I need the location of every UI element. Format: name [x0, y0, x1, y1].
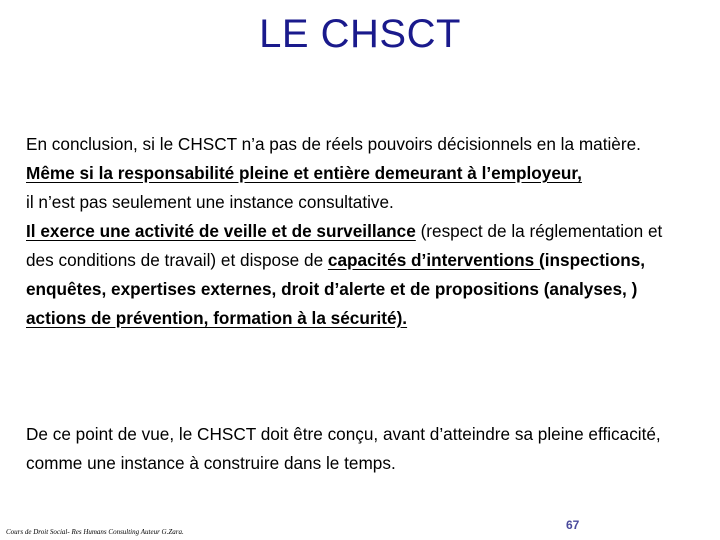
slide-title: LE CHSCT: [259, 12, 461, 56]
body-paragraph-conclusion: [26, 130, 686, 333]
text-activite-veille: Il exerce une activité de veille et de surveillance: [26, 221, 416, 241]
text-instance-consultative: il n’est pas seulement une instance consultative.: [26, 192, 394, 212]
page-number: 67: [566, 518, 580, 532]
text-inspections-list: inspections, enquêtes, expertises externes, droit d’alerte et de propositions (analyses, ): [26, 250, 646, 299]
text-responsabilite-employeur: Même si la responsabilité pleine et entière demeurant à l’employeur,: [26, 163, 582, 183]
text-respect-reglementation: (respect de la réglementation et des conditions de travail) et dispose de: [26, 221, 663, 270]
text-actions-prevention: actions de prévention, formation à la sécurité).: [26, 308, 408, 328]
text-conclusion: En conclusion, si le CHSCT n’a pas de réels pouvoirs décisionnels en la matière.: [26, 134, 641, 154]
footer-credit: Cours de Droit Social- Res Humans Consulting Auteur G.Zara.: [6, 528, 184, 536]
text-capacites-interventions: capacités d’interventions (: [327, 250, 545, 270]
body-paragraph-point-de-vue: De ce point de vue, le CHSCT doit être conçu, avant d’atteindre sa pleine efficacité, comme une instance à construire dans le temps.: [26, 424, 661, 473]
